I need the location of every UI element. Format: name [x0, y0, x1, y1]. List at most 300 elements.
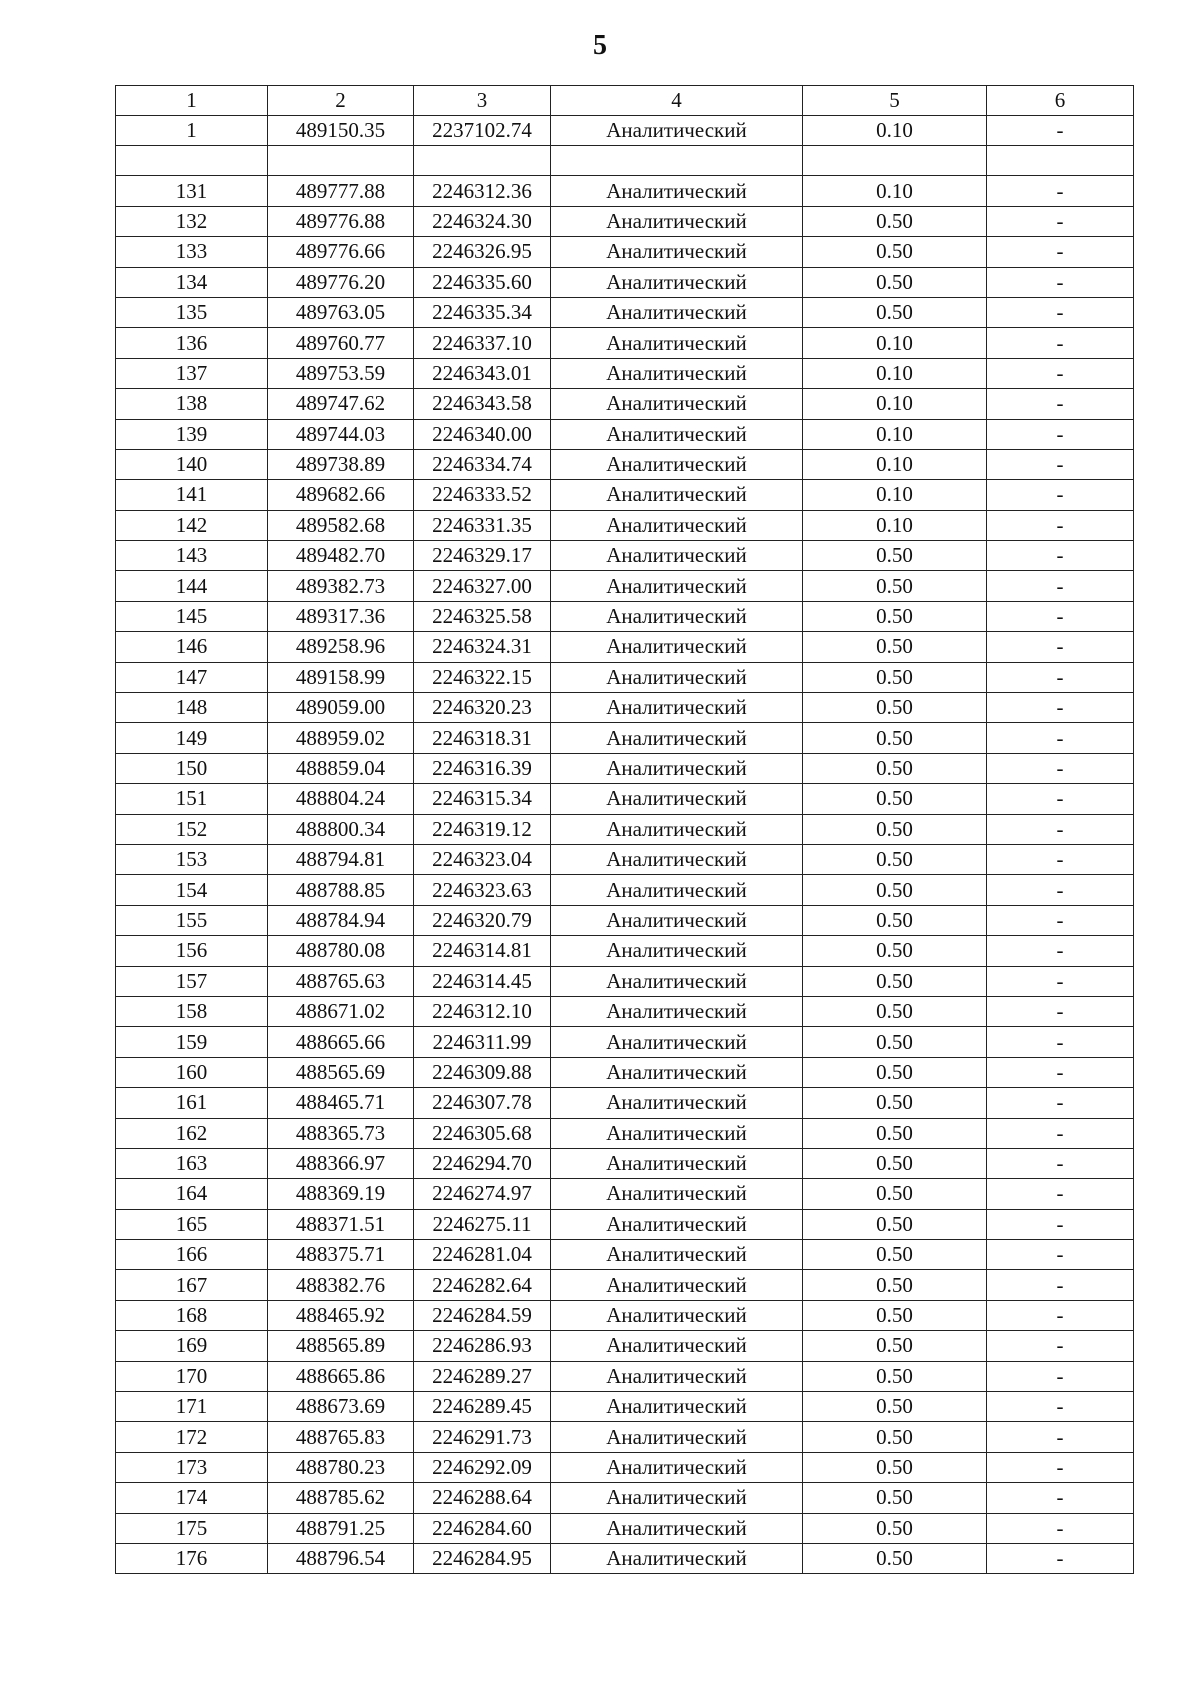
x-coordinate-cell: 488365.73 [268, 1118, 414, 1148]
description-cell: - [987, 936, 1134, 966]
y-coordinate-cell: 2246333.52 [414, 480, 551, 510]
x-coordinate-cell: 488465.71 [268, 1088, 414, 1118]
y-coordinate-cell: 2237102.74 [414, 116, 551, 146]
accuracy-cell: 0.50 [803, 1240, 987, 1270]
x-coordinate-cell: 488565.69 [268, 1057, 414, 1087]
x-coordinate-cell: 489744.03 [268, 419, 414, 449]
table-row [116, 1543, 1134, 1573]
description-cell: - [987, 1088, 1134, 1118]
x-coordinate-cell: 488796.54 [268, 1543, 414, 1573]
x-coordinate-cell: 489258.96 [268, 632, 414, 662]
table-row [116, 875, 1134, 905]
x-coordinate-cell: 489317.36 [268, 601, 414, 631]
method-cell: Аналитический [551, 571, 803, 601]
point-number-cell: 148 [116, 693, 268, 723]
accuracy-cell: 0.50 [803, 1027, 987, 1057]
accuracy-cell: 0.50 [803, 1300, 987, 1330]
method-cell: Аналитический [551, 936, 803, 966]
point-number-cell: 161 [116, 1088, 268, 1118]
y-coordinate-cell: 2246282.64 [414, 1270, 551, 1300]
table-row [116, 449, 1134, 479]
method-cell: Аналитический [551, 1118, 803, 1148]
table-row [116, 905, 1134, 935]
table-row [116, 1118, 1134, 1148]
point-number-cell: 136 [116, 328, 268, 358]
y-coordinate-cell: 2246275.11 [414, 1209, 551, 1239]
table-row [116, 267, 1134, 297]
y-coordinate-cell [414, 146, 551, 176]
method-cell: Аналитический [551, 632, 803, 662]
point-number-cell: 1 [116, 116, 268, 146]
method-cell: Аналитический [551, 1027, 803, 1057]
table-row [116, 328, 1134, 358]
method-cell: Аналитический [551, 116, 803, 146]
x-coordinate-cell: 488804.24 [268, 784, 414, 814]
y-coordinate-cell: 2246343.01 [414, 358, 551, 388]
x-coordinate-cell: 489738.89 [268, 449, 414, 479]
accuracy-cell: 0.50 [803, 267, 987, 297]
y-coordinate-cell: 2246331.35 [414, 510, 551, 540]
table-row [116, 541, 1134, 571]
description-cell: - [987, 814, 1134, 844]
table-row [116, 1331, 1134, 1361]
y-coordinate-cell: 2246309.88 [414, 1057, 551, 1087]
point-number-cell: 167 [116, 1270, 268, 1300]
y-coordinate-cell: 2246286.93 [414, 1331, 551, 1361]
description-cell: - [987, 632, 1134, 662]
accuracy-cell: 0.50 [803, 784, 987, 814]
method-cell: Аналитический [551, 601, 803, 631]
table-row [116, 1027, 1134, 1057]
point-number-cell: 131 [116, 176, 268, 206]
point-number-cell: 165 [116, 1209, 268, 1239]
description-cell: - [987, 1422, 1134, 1452]
y-coordinate-cell: 2246335.34 [414, 297, 551, 327]
y-coordinate-cell: 2246324.30 [414, 206, 551, 236]
point-number-cell: 139 [116, 419, 268, 449]
method-cell: Аналитический [551, 206, 803, 236]
accuracy-cell: 0.50 [803, 905, 987, 935]
description-cell: - [987, 1240, 1134, 1270]
table-row [116, 237, 1134, 267]
y-coordinate-cell: 2246343.58 [414, 389, 551, 419]
accuracy-cell: 0.50 [803, 1057, 987, 1087]
x-coordinate-cell: 488665.66 [268, 1027, 414, 1057]
description-cell: - [987, 1027, 1134, 1057]
x-coordinate-cell: 489777.88 [268, 176, 414, 206]
accuracy-cell: 0.50 [803, 996, 987, 1026]
x-coordinate-cell: 488375.71 [268, 1240, 414, 1270]
table-row [116, 176, 1134, 206]
y-coordinate-cell: 2246320.79 [414, 905, 551, 935]
point-number-cell: 145 [116, 601, 268, 631]
y-coordinate-cell: 2246284.59 [414, 1300, 551, 1330]
description-cell: - [987, 1392, 1134, 1422]
method-cell: Аналитический [551, 1270, 803, 1300]
column-header: 3 [414, 86, 551, 116]
point-number-cell: 149 [116, 723, 268, 753]
x-coordinate-cell: 488665.86 [268, 1361, 414, 1391]
description-cell: - [987, 541, 1134, 571]
point-number-cell: 170 [116, 1361, 268, 1391]
y-coordinate-cell: 2246327.00 [414, 571, 551, 601]
table-row [116, 723, 1134, 753]
method-cell: Аналитический [551, 662, 803, 692]
point-number-cell: 176 [116, 1543, 268, 1573]
y-coordinate-cell: 2246289.27 [414, 1361, 551, 1391]
accuracy-cell: 0.10 [803, 419, 987, 449]
accuracy-cell: 0.50 [803, 1148, 987, 1178]
y-coordinate-cell: 2246291.73 [414, 1422, 551, 1452]
accuracy-cell: 0.10 [803, 389, 987, 419]
description-cell: - [987, 1361, 1134, 1391]
x-coordinate-cell: 489760.77 [268, 328, 414, 358]
y-coordinate-cell: 2246274.97 [414, 1179, 551, 1209]
method-cell: Аналитический [551, 1057, 803, 1087]
y-coordinate-cell: 2246312.36 [414, 176, 551, 206]
y-coordinate-cell: 2246294.70 [414, 1148, 551, 1178]
x-coordinate-cell: 489776.66 [268, 237, 414, 267]
point-number-cell: 172 [116, 1422, 268, 1452]
table-row [116, 1148, 1134, 1178]
description-cell: - [987, 1452, 1134, 1482]
y-coordinate-cell: 2246281.04 [414, 1240, 551, 1270]
x-coordinate-cell: 489753.59 [268, 358, 414, 388]
y-coordinate-cell: 2246322.15 [414, 662, 551, 692]
x-coordinate-cell: 488465.92 [268, 1300, 414, 1330]
x-coordinate-cell: 488794.81 [268, 844, 414, 874]
table-row [116, 206, 1134, 236]
table-row [116, 389, 1134, 419]
accuracy-cell: 0.50 [803, 693, 987, 723]
table-row [116, 1392, 1134, 1422]
point-number-cell [116, 146, 268, 176]
description-cell: - [987, 571, 1134, 601]
point-number-cell: 159 [116, 1027, 268, 1057]
y-coordinate-cell: 2246337.10 [414, 328, 551, 358]
description-cell: - [987, 206, 1134, 236]
y-coordinate-cell: 2246292.09 [414, 1452, 551, 1482]
y-coordinate-cell: 2246324.31 [414, 632, 551, 662]
method-cell: Аналитический [551, 176, 803, 206]
accuracy-cell: 0.50 [803, 1543, 987, 1573]
table-row [116, 784, 1134, 814]
accuracy-cell: 0.50 [803, 632, 987, 662]
description-cell: - [987, 601, 1134, 631]
y-coordinate-cell: 2246329.17 [414, 541, 551, 571]
point-number-cell: 151 [116, 784, 268, 814]
description-cell: - [987, 1543, 1134, 1573]
point-number-cell: 134 [116, 267, 268, 297]
y-coordinate-cell: 2246314.81 [414, 936, 551, 966]
accuracy-cell: 0.50 [803, 571, 987, 601]
method-cell: Аналитический [551, 480, 803, 510]
y-coordinate-cell: 2246326.95 [414, 237, 551, 267]
point-number-cell: 140 [116, 449, 268, 479]
y-coordinate-cell: 2246320.23 [414, 693, 551, 723]
description-cell [987, 146, 1134, 176]
accuracy-cell: 0.50 [803, 1483, 987, 1513]
x-coordinate-cell: 489682.66 [268, 480, 414, 510]
y-coordinate-cell: 2246314.45 [414, 966, 551, 996]
accuracy-cell: 0.10 [803, 328, 987, 358]
description-cell: - [987, 358, 1134, 388]
method-cell: Аналитический [551, 1209, 803, 1239]
table-row [116, 1057, 1134, 1087]
description-cell: - [987, 297, 1134, 327]
accuracy-cell [803, 146, 987, 176]
description-cell: - [987, 419, 1134, 449]
point-number-cell: 138 [116, 389, 268, 419]
x-coordinate-cell: 489747.62 [268, 389, 414, 419]
x-coordinate-cell: 489382.73 [268, 571, 414, 601]
description-cell: - [987, 237, 1134, 267]
accuracy-cell: 0.10 [803, 176, 987, 206]
method-cell: Аналитический [551, 1179, 803, 1209]
table-row [116, 510, 1134, 540]
description-cell: - [987, 328, 1134, 358]
x-coordinate-cell: 488765.83 [268, 1422, 414, 1452]
method-cell: Аналитический [551, 297, 803, 327]
column-header: 1 [116, 86, 268, 116]
accuracy-cell: 0.10 [803, 510, 987, 540]
table-row [116, 632, 1134, 662]
description-cell: - [987, 1331, 1134, 1361]
point-number-cell: 150 [116, 753, 268, 783]
accuracy-cell: 0.50 [803, 541, 987, 571]
description-cell: - [987, 784, 1134, 814]
point-number-cell: 164 [116, 1179, 268, 1209]
y-coordinate-cell: 2246284.60 [414, 1513, 551, 1543]
accuracy-cell: 0.50 [803, 237, 987, 267]
table-row [116, 1209, 1134, 1239]
x-coordinate-cell: 488859.04 [268, 753, 414, 783]
table-row [116, 1513, 1134, 1543]
accuracy-cell: 0.50 [803, 1513, 987, 1543]
point-number-cell: 169 [116, 1331, 268, 1361]
method-cell: Аналитический [551, 419, 803, 449]
point-number-cell: 163 [116, 1148, 268, 1178]
point-number-cell: 175 [116, 1513, 268, 1543]
point-number-cell: 158 [116, 996, 268, 1026]
method-cell: Аналитический [551, 996, 803, 1026]
method-cell: Аналитический [551, 875, 803, 905]
y-coordinate-cell: 2246284.95 [414, 1543, 551, 1573]
column-header: 2 [268, 86, 414, 116]
y-coordinate-cell: 2246340.00 [414, 419, 551, 449]
point-number-cell: 133 [116, 237, 268, 267]
accuracy-cell: 0.50 [803, 1270, 987, 1300]
x-coordinate-cell [268, 146, 414, 176]
accuracy-cell: 0.50 [803, 753, 987, 783]
column-header: 4 [551, 86, 803, 116]
method-cell: Аналитический [551, 1392, 803, 1422]
accuracy-cell: 0.10 [803, 449, 987, 479]
x-coordinate-cell: 488788.85 [268, 875, 414, 905]
table-body [116, 86, 1134, 1574]
column-header: 6 [987, 86, 1134, 116]
description-cell: - [987, 116, 1134, 146]
table-row [116, 146, 1134, 176]
x-coordinate-cell: 488765.63 [268, 966, 414, 996]
page-number: 5 [593, 30, 607, 61]
accuracy-cell: 0.50 [803, 1452, 987, 1482]
y-coordinate-cell: 2246316.39 [414, 753, 551, 783]
point-number-cell: 147 [116, 662, 268, 692]
description-cell: - [987, 1209, 1134, 1239]
description-cell: - [987, 1300, 1134, 1330]
table-row [116, 480, 1134, 510]
point-number-cell: 141 [116, 480, 268, 510]
accuracy-cell: 0.10 [803, 480, 987, 510]
table-header-row [116, 86, 1134, 116]
x-coordinate-cell: 488565.89 [268, 1331, 414, 1361]
description-cell: - [987, 1057, 1134, 1087]
point-number-cell: 162 [116, 1118, 268, 1148]
y-coordinate-cell: 2246325.58 [414, 601, 551, 631]
x-coordinate-cell: 489059.00 [268, 693, 414, 723]
x-coordinate-cell: 489150.35 [268, 116, 414, 146]
y-coordinate-cell: 2246318.31 [414, 723, 551, 753]
x-coordinate-cell: 489582.68 [268, 510, 414, 540]
point-number-cell: 143 [116, 541, 268, 571]
accuracy-cell: 0.10 [803, 116, 987, 146]
description-cell: - [987, 267, 1134, 297]
description-cell: - [987, 966, 1134, 996]
description-cell: - [987, 510, 1134, 540]
table-row [116, 693, 1134, 723]
y-coordinate-cell: 2246312.10 [414, 996, 551, 1026]
method-cell: Аналитический [551, 1331, 803, 1361]
y-coordinate-cell: 2246323.63 [414, 875, 551, 905]
y-coordinate-cell: 2246315.34 [414, 784, 551, 814]
accuracy-cell: 0.50 [803, 814, 987, 844]
x-coordinate-cell: 488671.02 [268, 996, 414, 1026]
method-cell: Аналитический [551, 1452, 803, 1482]
point-number-cell: 174 [116, 1483, 268, 1513]
point-number-cell: 155 [116, 905, 268, 935]
description-cell: - [987, 1118, 1134, 1148]
table-row [116, 936, 1134, 966]
description-cell: - [987, 449, 1134, 479]
method-cell: Аналитический [551, 237, 803, 267]
description-cell: - [987, 723, 1134, 753]
table-row [116, 601, 1134, 631]
point-number-cell: 157 [116, 966, 268, 996]
point-number-cell: 168 [116, 1300, 268, 1330]
table-row [116, 1452, 1134, 1482]
point-number-cell: 160 [116, 1057, 268, 1087]
table-row [116, 1300, 1134, 1330]
method-cell: Аналитический [551, 753, 803, 783]
method-cell: Аналитический [551, 1300, 803, 1330]
accuracy-cell: 0.50 [803, 1179, 987, 1209]
table-row [116, 1179, 1134, 1209]
description-cell: - [987, 389, 1134, 419]
point-number-cell: 171 [116, 1392, 268, 1422]
table-row [116, 1422, 1134, 1452]
point-number-cell: 132 [116, 206, 268, 236]
x-coordinate-cell: 488780.23 [268, 1452, 414, 1482]
point-number-cell: 146 [116, 632, 268, 662]
x-coordinate-cell: 489482.70 [268, 541, 414, 571]
x-coordinate-cell: 489158.99 [268, 662, 414, 692]
point-number-cell: 152 [116, 814, 268, 844]
table-row [116, 419, 1134, 449]
x-coordinate-cell: 489776.20 [268, 267, 414, 297]
table-row [116, 844, 1134, 874]
point-number-cell: 142 [116, 510, 268, 540]
table-row [116, 1483, 1134, 1513]
description-cell: - [987, 176, 1134, 206]
method-cell: Аналитический [551, 328, 803, 358]
table-row [116, 116, 1134, 146]
description-cell: - [987, 875, 1134, 905]
method-cell: Аналитический [551, 1513, 803, 1543]
x-coordinate-cell: 489763.05 [268, 297, 414, 327]
description-cell: - [987, 1179, 1134, 1209]
method-cell: Аналитический [551, 844, 803, 874]
accuracy-cell: 0.50 [803, 875, 987, 905]
table-row [116, 814, 1134, 844]
method-cell: Аналитический [551, 267, 803, 297]
method-cell [551, 146, 803, 176]
accuracy-cell: 0.50 [803, 1392, 987, 1422]
accuracy-cell: 0.50 [803, 966, 987, 996]
table-row [116, 358, 1134, 388]
method-cell: Аналитический [551, 1148, 803, 1178]
point-number-cell: 154 [116, 875, 268, 905]
method-cell: Аналитический [551, 693, 803, 723]
accuracy-cell: 0.50 [803, 206, 987, 236]
accuracy-cell: 0.10 [803, 358, 987, 388]
method-cell: Аналитический [551, 1088, 803, 1118]
method-cell: Аналитический [551, 814, 803, 844]
description-cell: - [987, 480, 1134, 510]
accuracy-cell: 0.50 [803, 1118, 987, 1148]
table-row [116, 571, 1134, 601]
y-coordinate-cell: 2246319.12 [414, 814, 551, 844]
method-cell: Аналитический [551, 1240, 803, 1270]
method-cell: Аналитический [551, 358, 803, 388]
description-cell: - [987, 1148, 1134, 1178]
description-cell: - [987, 1270, 1134, 1300]
table-row [116, 1270, 1134, 1300]
x-coordinate-cell: 488371.51 [268, 1209, 414, 1239]
accuracy-cell: 0.50 [803, 936, 987, 966]
table-row [116, 966, 1134, 996]
point-number-cell: 156 [116, 936, 268, 966]
point-number-cell: 137 [116, 358, 268, 388]
y-coordinate-cell: 2246289.45 [414, 1392, 551, 1422]
y-coordinate-cell: 2246288.64 [414, 1483, 551, 1513]
table-row [116, 753, 1134, 783]
y-coordinate-cell: 2246311.99 [414, 1027, 551, 1057]
description-cell: - [987, 753, 1134, 783]
x-coordinate-cell: 488673.69 [268, 1392, 414, 1422]
x-coordinate-cell: 488780.08 [268, 936, 414, 966]
method-cell: Аналитический [551, 1483, 803, 1513]
description-cell: - [987, 996, 1134, 1026]
point-number-cell: 144 [116, 571, 268, 601]
y-coordinate-cell: 2246307.78 [414, 1088, 551, 1118]
y-coordinate-cell: 2246305.68 [414, 1118, 551, 1148]
table-row [116, 297, 1134, 327]
x-coordinate-cell: 488784.94 [268, 905, 414, 935]
description-cell: - [987, 1483, 1134, 1513]
x-coordinate-cell: 488366.97 [268, 1148, 414, 1178]
method-cell: Аналитический [551, 1422, 803, 1452]
